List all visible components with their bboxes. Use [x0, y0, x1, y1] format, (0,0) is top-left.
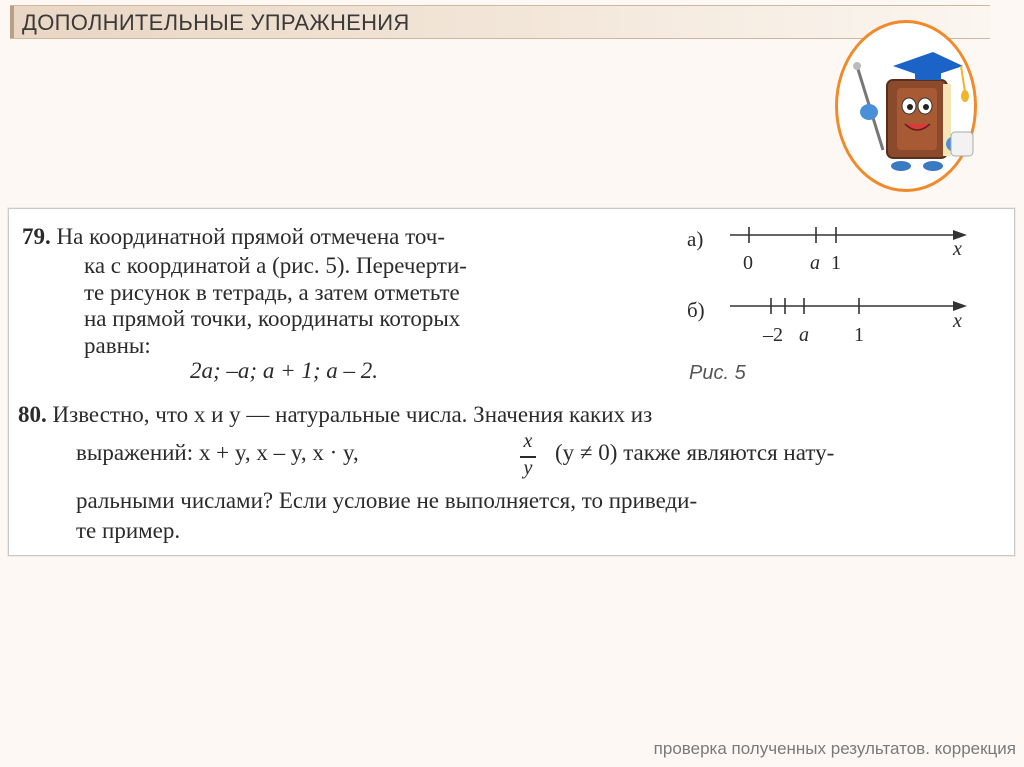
- exercise-text-line: те рисунок в тетрадь, а затем отметьте: [84, 280, 460, 305]
- tick-label: 1: [854, 324, 864, 346]
- tick-label: –2: [763, 324, 783, 346]
- figure-b-label: б): [687, 298, 705, 322]
- figure-caption: Рис. 5: [689, 362, 746, 384]
- exercise-text-line: равны:: [84, 333, 151, 358]
- tick-label: a: [810, 252, 820, 274]
- tick-label: 0: [743, 252, 753, 274]
- number-line-figure: [685, 215, 975, 365]
- fraction-numerator: x: [523, 430, 533, 452]
- fraction-denominator: y: [523, 457, 533, 479]
- exercise-80: [18, 402, 652, 428]
- exercise-text-line: Известно, что x и y — натуральные числа. Значения каких из: [52, 402, 653, 427]
- exercise-number: 79.: [22, 224, 51, 249]
- book-teacher-mascot-icon: [835, 20, 977, 192]
- exercise-text-line: те пример.: [76, 518, 181, 543]
- exercise-text-line: (y ≠ 0) также являются нату-: [555, 440, 835, 465]
- exercise-text-line: На координатной прямой отмечена точ-: [56, 224, 445, 249]
- tick-label: a: [799, 324, 809, 346]
- exercise-79: [22, 224, 445, 250]
- axis-label: x: [953, 310, 962, 332]
- tick-label: 1: [831, 252, 841, 274]
- exercise-text-line: выражений: x + y, x – y, x · y,: [76, 440, 359, 465]
- exercise-number: 80.: [18, 402, 47, 427]
- exercise-text-line: ка с координатой a (рис. 5). Перечерти-: [84, 253, 467, 278]
- footer-note: проверка полученных результатов. коррекция: [653, 739, 1016, 758]
- page-title: ДОПОЛНИТЕЛЬНЫЕ УПРАЖНЕНИЯ: [22, 10, 410, 35]
- exercise-text-line: на прямой точки, координаты которых: [84, 306, 461, 331]
- expressions-list: 2a; –a; a + 1; a – 2.: [190, 358, 378, 383]
- exercise-text-line: ральными числами? Если условие не выполняется, то приведи-: [76, 488, 698, 513]
- axis-label: x: [953, 238, 962, 260]
- figure-a-label: а): [687, 227, 704, 251]
